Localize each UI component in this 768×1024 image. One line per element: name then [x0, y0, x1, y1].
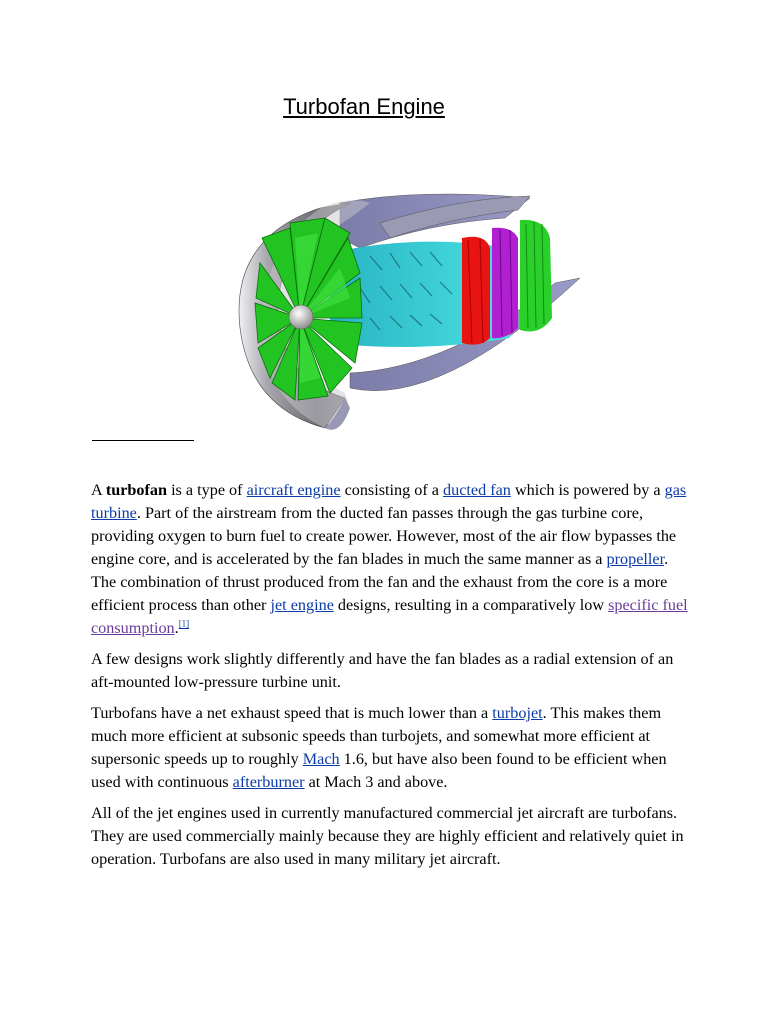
text: designs, resulting in a comparatively low	[333, 596, 609, 614]
text: 1.6, but have also been found to be efficient when used with continuous	[91, 750, 667, 791]
footnote-divider	[92, 440, 194, 441]
link-gas-turbine[interactable]: gas turbine	[91, 481, 687, 522]
link-aircraft-engine[interactable]: aircraft engine	[246, 481, 341, 499]
text: is a type of	[167, 481, 247, 499]
link-jet-engine[interactable]: jet engine	[270, 596, 334, 614]
text: which is powered by a	[510, 481, 665, 499]
text: at Mach 3 and above.	[304, 773, 448, 791]
text: . Part of the airstream from the ducted fan passes through the gas turbine core, providing oxygen to burn fuel to create power. However, most of the air flow bypasses the engine core, and is accelerated by the fan blades in much the same manner as a	[91, 504, 677, 568]
link-mach[interactable]: Mach	[302, 750, 340, 768]
link-afterburner[interactable]: afterburner	[232, 773, 305, 791]
turbofan-engine-cutaway-icon	[200, 178, 600, 438]
page-title: Turbofan Engine	[283, 94, 445, 119]
link-ducted-fan[interactable]: ducted fan	[443, 481, 511, 499]
text: Turbofans have a net exhaust speed that is much lower than a	[91, 704, 493, 722]
text: consisting of a	[340, 481, 444, 499]
text: A	[91, 481, 106, 499]
paragraph-intro	[91, 479, 691, 640]
link-specific-fuel-consumption[interactable]: specific fuel consumption	[91, 596, 688, 637]
reference-link[interactable]: [1]	[178, 618, 190, 629]
paragraph-commercial: All of the jet engines used in currently manufactured commercial jet aircraft are turbofans. They are used commercially mainly because they are highly efficient and relatively quiet in operation. Turbofans are also used in many military jet aircraft.	[91, 804, 684, 868]
article-body	[91, 479, 691, 879]
paragraph-exhaust-speed	[91, 702, 691, 794]
text: .	[174, 619, 179, 637]
bold-term: turbofan	[105, 481, 168, 499]
link-turbojet[interactable]: turbojet	[492, 704, 543, 722]
paragraph-designs: A few designs work slightly differently and have the fan blades as a radial extension of an aft-mounted low-pressure turbine unit.	[91, 650, 674, 691]
text: . The combination of thrust produced from the fan and the exhaust from the core is a more efficient process than other	[91, 550, 669, 614]
text: . This makes them much more efficient at subsonic speeds than turbojets, and somewhat more efficient at supersonic speeds up to roughly	[91, 704, 662, 768]
link-propeller[interactable]: propeller	[606, 550, 665, 568]
